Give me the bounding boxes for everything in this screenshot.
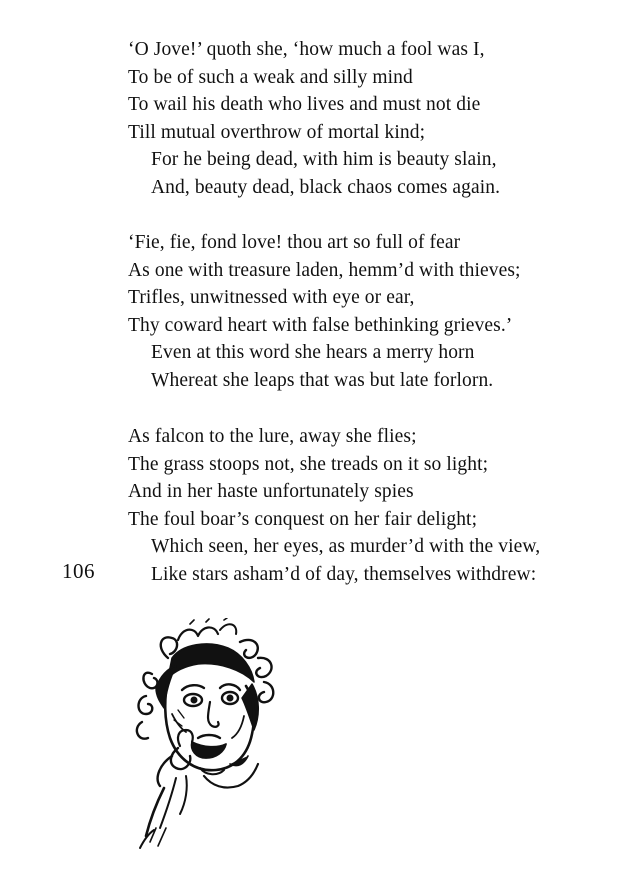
poem-line-indented: For he being dead, with him is beauty slain, <box>151 149 497 171</box>
poem-line: The foul boar’s conquest on her fair delight; <box>128 508 478 530</box>
poem-line-indented: And, beauty dead, black chaos comes again. <box>151 176 501 198</box>
cherub-face-ink-sketch-icon <box>120 618 290 850</box>
poem-line: Trifles, unwitnessed with eye or ear, <box>128 287 415 309</box>
poem-line: Thy coward heart with false bethinking grieves.’ <box>128 314 513 336</box>
poem-line: Till mutual overthrow of mortal kind; <box>128 121 426 143</box>
poem-line: ‘Fie, fie, fond love! thou art so full of fear <box>128 232 461 253</box>
poem-line: The grass stoops not, she treads on it so light; <box>128 453 489 475</box>
poem-line: To wail his death who lives and must not die <box>128 94 481 116</box>
poem-line: To be of such a weak and silly mind <box>128 66 413 88</box>
poem-line: As falcon to the lure, away she flies; <box>128 426 417 447</box>
poem-line: And in her haste unfortunately spies <box>128 481 414 503</box>
stanza-3 <box>128 423 608 589</box>
poem-line-indented: Like stars asham’d of day, themselves withdrew: <box>151 563 537 585</box>
stanza-2 <box>128 229 608 395</box>
poem-line-indented: Even at this word she hears a merry horn <box>151 342 475 364</box>
poem-line-indented: Whereat she leaps that was but late forlorn. <box>151 369 494 391</box>
page-number: 106 <box>62 559 95 583</box>
poem-line: As one with treasure laden, hemm’d with thieves; <box>128 259 521 281</box>
poem-line: ‘O Jove!’ quoth she, ‘how much a fool was I, <box>128 39 485 60</box>
poem-line-indented: Which seen, her eyes, as murder’d with the view, <box>151 536 541 558</box>
stanza-1 <box>128 36 608 202</box>
